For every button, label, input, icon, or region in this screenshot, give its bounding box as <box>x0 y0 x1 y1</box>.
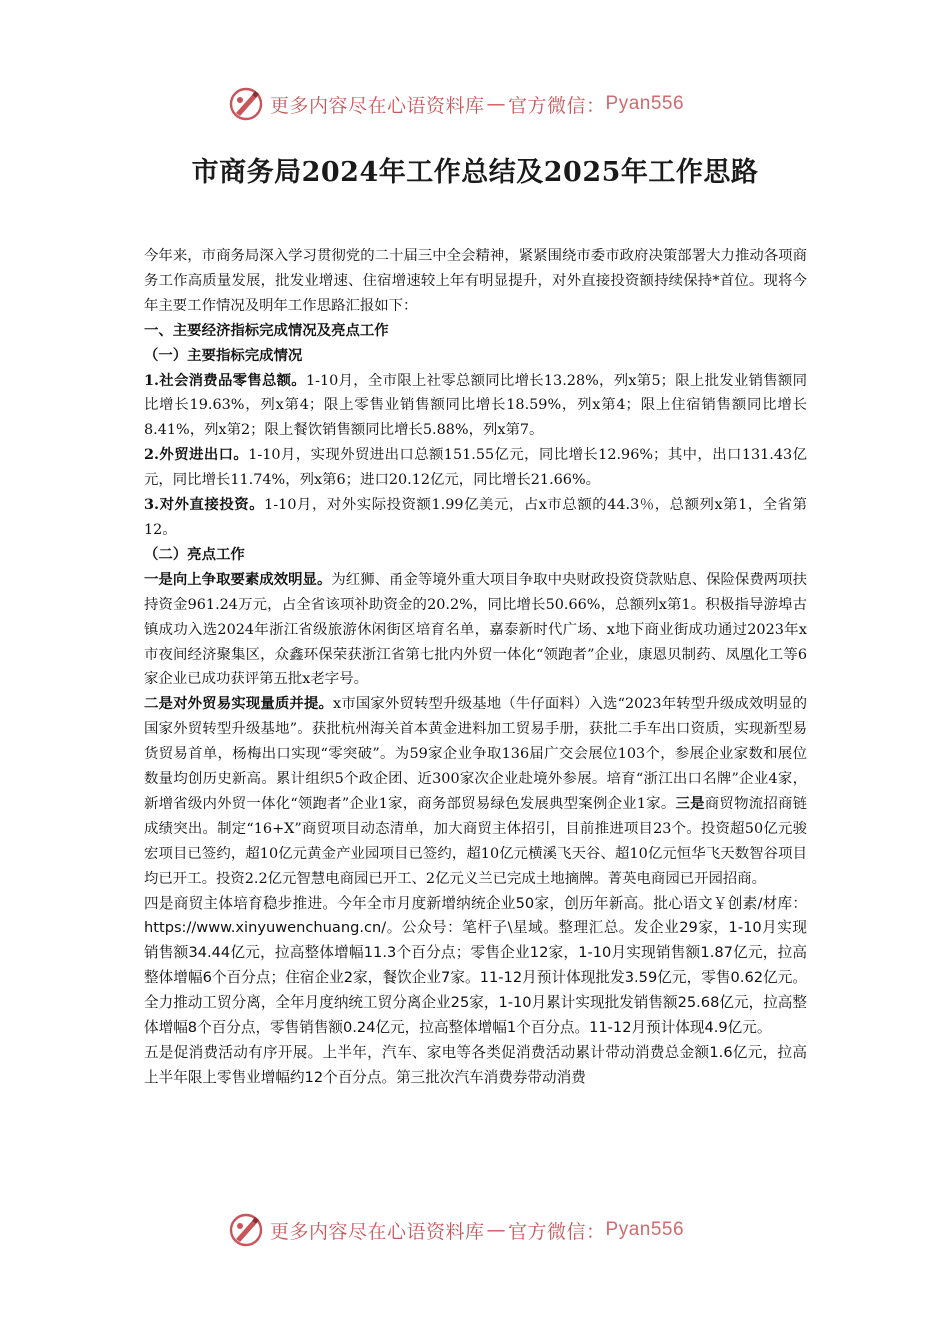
page-title: 市商务局2024年工作总结及2025年工作思路 <box>191 157 759 188</box>
banner-separator: — <box>486 1219 507 1241</box>
header-banner <box>228 84 748 124</box>
banner-contact-label: 官方微信： <box>508 94 606 117</box>
document-body <box>144 244 807 1091</box>
highlight-paragraph: 五是促消费活动有序开展。上半年，汽车、家电等各类促消费活动累计带动消费总金额1.6亿元，拉高上半年限上零售业增幅约12个百分点。第三批次汽车消费券带动消费 <box>144 1044 807 1086</box>
highlight-paragraph: 一是向上争取要素成效明显。为红狮、甬金等境外重大项目争取中央财政投资贷款贴息、保险保费两项扶持资金961.24万元，占全省该项补助资金的20.2%，同比增长50.66%，总额列x第1。积极指导游埠古镇成功入选2024年浙江省级旅游休闲街区培育名单，嘉泰新时代广场、x地下商业街成功通过2023年x市夜间经济聚集区，众鑫环保荣获浙江省第七批内外贸一体化“领跑者”企业，康恩贝制药、凤凰化工等6家企业已成功获评第五批x老字号。 <box>144 570 807 688</box>
banner-contact-id: Pyan556 <box>605 93 685 114</box>
pen-logo-icon <box>228 86 264 122</box>
pen-logo-icon <box>228 1212 264 1248</box>
footer-banner <box>228 1210 748 1250</box>
banner-contact-label: 官方微信： <box>508 1220 606 1243</box>
section-heading: 一、主要经济指标完成情况及亮点工作 <box>144 321 389 339</box>
subsection-heading: （二）亮点工作 <box>144 545 245 563</box>
banner-text: 更多内容尽在心语资料库 <box>270 94 485 117</box>
intro-paragraph: 今年来，市商务局深入学习贯彻党的二十届三中全会精神，紧紧围绕市委市政府决策部署大力推动各项商务工作高质量发展，批发业增速、住宿增速较上年有明显提升，对外直接投资额持续保持*首位。现将今年主要工作情况及明年工作思路汇报如下： <box>144 248 807 314</box>
banner-text: 更多内容尽在心语资料库 <box>270 1220 485 1243</box>
indicator-paragraph: 1.社会消费品零售总额。1-10月，全市限上社零总额同比增长13.28%，列x第5；限上批发业销售额同比增长19.63%，列x第4；限上零售业销售额同比增长18.59%，列x第4；限上住宿销售额同比增长8.41%，列x第2；限上餐饮销售额同比增长5.88%，列x第7。 <box>144 371 807 439</box>
banner-separator: — <box>486 93 507 115</box>
highlight-paragraph: 二是对外贸易实现量质并提。x市国家外贸转型升级基地（牛仔面料）入选“2023年转型升级成效明显的国家外贸转型升级基地”。获批杭州海关首本黄金进料加工贸易手册，获批二手车出口资质，实现新型易货贸易首单，杨梅出口实现“零突破”。为59家企业争取136届广交会展位103个，参展企业家数和展位数量均创历史新高。累计组织5个政企团、近300家次企业赴境外参展。培育“浙江出口名牌”企业4家，新增省级内外贸一体化“领跑者”企业1家，商务部贸易绿色发展典型案例企业1家。三是商贸物流招商链成绩突出。制定“16+X”商贸项目动态清单，加大商贸主体招引，目前推进项目23个。投资超50亿元骏宏项目已签约，超10亿元黄金产业园项目已签约，超10亿元横溪飞天谷、超10亿元恒华飞天数智谷项目均已开工。投资2.2亿元智慧电商园已开工、2亿元义兰已完成土地摘牌。菁英电商园已开园招商。 <box>144 695 807 887</box>
indicator-paragraph: 2.外贸进出口。1-10月，实现外贸进出口总额151.55亿元，同比增长12.96%；其中，出口131.43亿元，同比增长11.74%，列x第6；进口20.12亿元，同比增长21.66%。 <box>144 446 807 489</box>
banner-contact-id: Pyan556 <box>605 1219 685 1240</box>
subsection-heading: （一）主要指标完成情况 <box>144 346 303 364</box>
indicator-paragraph: 3.对外直接投资。1-10月，对外实际投资额1.99亿美元，占x市总额的44.3％，总额列x第1，全省第12。 <box>144 496 807 538</box>
highlight-paragraph: 四是商贸主体培育稳步推进。今年全市月度新增纳统企业50家，创历年新高。批心语文￥创素/材库：https://www.xinyuwenchuang.cn/。公众号：笔杆子\星域。整理汇总。发企业29家，1-10月实现销售额34.44亿元，拉高整体增幅11.3个百分点；零售企业12家，1-10月实现销售额1.87亿元，拉高整体增幅6个百分点；住宿企业2家，餐饮企业7家。11-12月预计体现批发3.59亿元，零售0.62亿元。全力推动工贸分离，全年月度纳统工贸分离企业25家，1-10月累计实现批发销售额25.68亿元，拉高整体增幅8个百分点，零售销售额0.24亿元，拉高整体增幅1个百分点。11-12月预计体现4.9亿元。 <box>144 894 807 1037</box>
